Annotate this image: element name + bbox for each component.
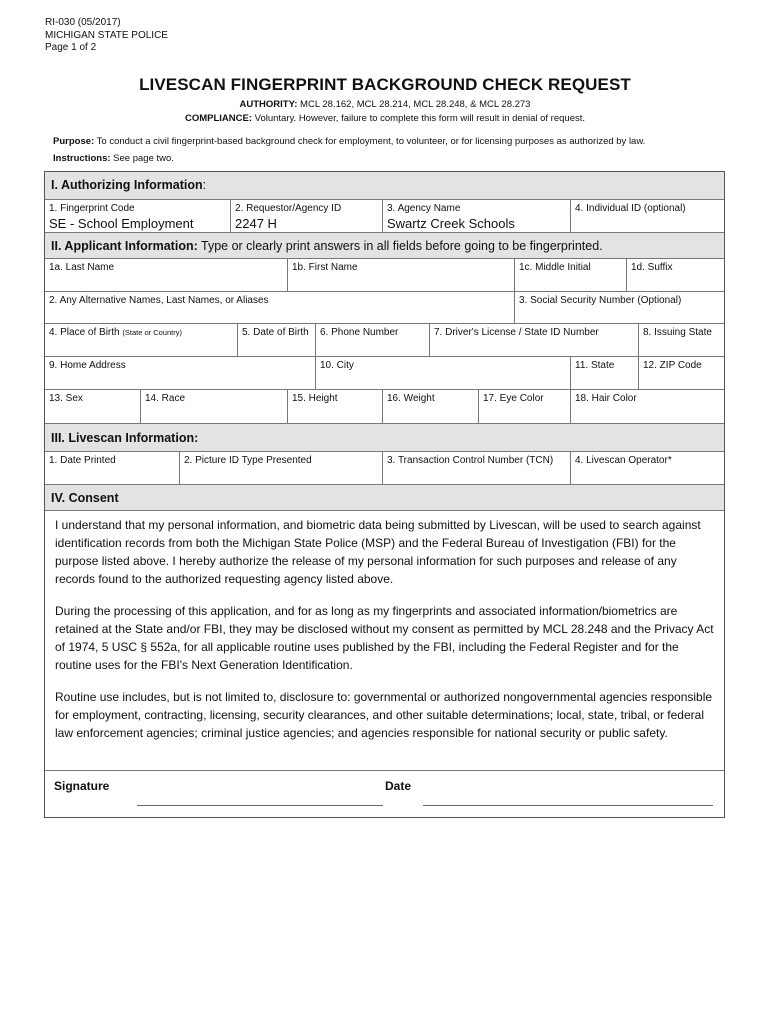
race-label: 14. Race bbox=[145, 393, 186, 404]
section-4-heading: IV. Consent bbox=[51, 491, 119, 505]
date-line[interactable] bbox=[423, 805, 713, 806]
requestor-id-value: 2247 H bbox=[235, 216, 277, 231]
middle-initial-label: 1c. Middle Initial bbox=[519, 262, 591, 273]
purpose-text: To conduct a civil fingerprint-based background check for employment, to volunteer, or for licensing purposes as authorized by law. bbox=[96, 136, 646, 147]
picture-id-label: 2. Picture ID Type Presented bbox=[184, 455, 312, 466]
suffix-field[interactable] bbox=[627, 259, 724, 291]
birth-place-label: 4. Place of Birth bbox=[49, 327, 120, 338]
address-field[interactable] bbox=[45, 357, 316, 389]
instructions-text: See page two. bbox=[113, 153, 174, 164]
city-field[interactable] bbox=[316, 357, 571, 389]
middle-initial-field[interactable] bbox=[515, 259, 627, 291]
compliance-line bbox=[0, 113, 770, 124]
date-label: Date bbox=[385, 779, 412, 793]
form-number: RI-030 (05/2017) bbox=[45, 17, 121, 28]
physical-row bbox=[45, 390, 724, 424]
dob-label: 5. Date of Birth bbox=[242, 327, 309, 338]
height-label: 15. Height bbox=[292, 393, 338, 404]
ssn-label: 3. Social Security Number (Optional) bbox=[519, 295, 682, 306]
section-livescan-header bbox=[45, 424, 724, 452]
consent-paragraph-3: Routine use includes, but is not limited to, disclosure to: governmental or authorized nongovernmental agencies responsible for employment, contracting, licensing, security clearances, and other suitable determinations; local, state, tribal, or federal law enforcement agencies; criminal justice agencies; and agencies responsible for national security or public safety. bbox=[55, 690, 713, 740]
zip-label: 12. ZIP Code bbox=[643, 360, 702, 371]
address-row bbox=[45, 357, 724, 390]
phone-label: 6. Phone Number bbox=[320, 327, 399, 338]
signature-divider bbox=[45, 770, 724, 771]
eye-color-field[interactable] bbox=[479, 390, 571, 423]
livescan-row bbox=[45, 452, 724, 485]
fingerprint-code-label: 1. Fingerprint Code bbox=[49, 203, 135, 214]
fingerprint-code-value: SE - School Employment bbox=[49, 216, 194, 231]
sex-field[interactable] bbox=[45, 390, 141, 423]
zip-field[interactable] bbox=[639, 357, 724, 389]
agency-name-value: Swartz Creek Schools bbox=[387, 216, 515, 231]
last-name-field[interactable] bbox=[45, 259, 288, 291]
first-name-field[interactable] bbox=[288, 259, 515, 291]
authorizing-row bbox=[45, 200, 724, 233]
picture-id-field[interactable] bbox=[180, 452, 383, 484]
signature-line[interactable] bbox=[137, 805, 383, 806]
hair-color-field[interactable] bbox=[571, 390, 724, 423]
city-label: 10. City bbox=[320, 360, 354, 371]
birth-place-field[interactable] bbox=[45, 324, 238, 356]
compliance-label: COMPLIANCE: bbox=[184, 113, 252, 124]
race-field[interactable] bbox=[141, 390, 288, 423]
individual-id-field[interactable] bbox=[571, 200, 724, 232]
first-name-label: 1b. First Name bbox=[292, 262, 358, 273]
alias-field[interactable] bbox=[45, 292, 515, 323]
hair-color-label: 18. Hair Color bbox=[575, 393, 637, 404]
weight-label: 16. Weight bbox=[387, 393, 435, 404]
tcn-field[interactable] bbox=[383, 452, 571, 484]
signature-label: Signature bbox=[54, 779, 110, 793]
section-authorizing-header: I. Authorizing Information: bbox=[45, 172, 724, 200]
state-label: 11. State bbox=[575, 360, 615, 371]
birth-place-note: (State or Country) bbox=[122, 328, 182, 337]
date-printed-field[interactable] bbox=[45, 452, 180, 484]
name-row bbox=[45, 259, 724, 292]
authority-line bbox=[0, 99, 770, 110]
instructions-label: Instructions: bbox=[53, 153, 111, 164]
section-3-heading: III. Livescan Information: bbox=[51, 431, 199, 445]
tcn-label: 3. Transaction Control Number (TCN) bbox=[387, 455, 554, 466]
suffix-label: 1d. Suffix bbox=[631, 262, 673, 273]
section-consent-header bbox=[45, 485, 724, 511]
address-label: 9. Home Address bbox=[49, 360, 126, 371]
page-indicator: Page 1 of 2 bbox=[45, 42, 97, 53]
purpose-line bbox=[53, 136, 645, 147]
request-form bbox=[44, 171, 725, 818]
consent-paragraph-1: I understand that my personal information, and biometric data being submitted by Livescan, will be used to search against identification records from both the Michigan State Police (MSP) and the Federal Bureau of Investigation (FBI) for the purpose listed above. I hereby authorize the release of my personal information for such purposes and release of any records found to the authorized requesting agency listed above. bbox=[55, 518, 701, 586]
last-name-label: 1a. Last Name bbox=[49, 262, 115, 273]
agency-name: MICHIGAN STATE POLICE bbox=[45, 29, 168, 41]
section-1-heading: I. Authorizing Information bbox=[51, 178, 203, 192]
individual-id-label: 4. Individual ID (optional) bbox=[575, 203, 686, 214]
compliance-text: Voluntary. However, failure to complete this form will result in denial of request. bbox=[254, 113, 586, 124]
instructions-line bbox=[53, 153, 174, 164]
height-field[interactable] bbox=[288, 390, 383, 423]
page-title: LIVESCAN FINGERPRINT BACKGROUND CHECK REQUEST bbox=[139, 75, 631, 94]
form-header bbox=[45, 17, 168, 55]
consent-paragraph-2: During the processing of this application, and for as long as my fingerprints and associated information/biometrics are retained at the State and/or FBI, they may be disclosed without my consent as permitted by MCL 28.248 and the Privacy Act of 1974, 5 USC § 552a, for all applicable routine uses published by the FBI, including the Federal Register and for the routine uses for the FBI's Next Generation Identification. bbox=[55, 604, 714, 672]
issuing-state-label: 8. Issuing State bbox=[643, 327, 712, 338]
date-printed-label: 1. Date Printed bbox=[49, 455, 116, 466]
license-label: 7. Driver's License / State ID Number bbox=[434, 327, 599, 338]
birth-row bbox=[45, 324, 724, 357]
requestor-id-field[interactable] bbox=[231, 200, 383, 232]
state-field[interactable] bbox=[571, 357, 639, 389]
agency-name-field[interactable] bbox=[383, 200, 571, 232]
ssn-field[interactable] bbox=[515, 292, 724, 323]
agency-name-label: 3. Agency Name bbox=[387, 203, 461, 214]
phone-field[interactable] bbox=[316, 324, 430, 356]
fingerprint-code-field[interactable] bbox=[45, 200, 231, 232]
sex-label: 13. Sex bbox=[49, 393, 83, 404]
dob-field[interactable] bbox=[238, 324, 316, 356]
alias-row bbox=[45, 292, 724, 324]
alias-label: 2. Any Alternative Names, Last Names, or Aliases bbox=[49, 295, 269, 306]
eye-color-label: 17. Eye Color bbox=[483, 393, 544, 404]
license-field[interactable] bbox=[430, 324, 639, 356]
section-applicant-header bbox=[45, 233, 724, 259]
authority-label: AUTHORITY: bbox=[239, 99, 298, 110]
requestor-id-label: 2. Requestor/Agency ID bbox=[235, 203, 342, 214]
section-2-subheading: Type or clearly print answers in all fields before going to be fingerprinted. bbox=[201, 239, 603, 253]
weight-field[interactable] bbox=[383, 390, 479, 423]
issuing-state-field[interactable] bbox=[639, 324, 724, 356]
purpose-label: Purpose: bbox=[53, 136, 95, 147]
operator-label: 4. Livescan Operator* bbox=[575, 455, 672, 466]
operator-field[interactable] bbox=[571, 452, 724, 484]
authority-text: MCL 28.162, MCL 28.214, MCL 28.248, & MCL 28.273 bbox=[300, 99, 531, 110]
section-2-heading: II. Applicant Information: bbox=[51, 239, 198, 253]
